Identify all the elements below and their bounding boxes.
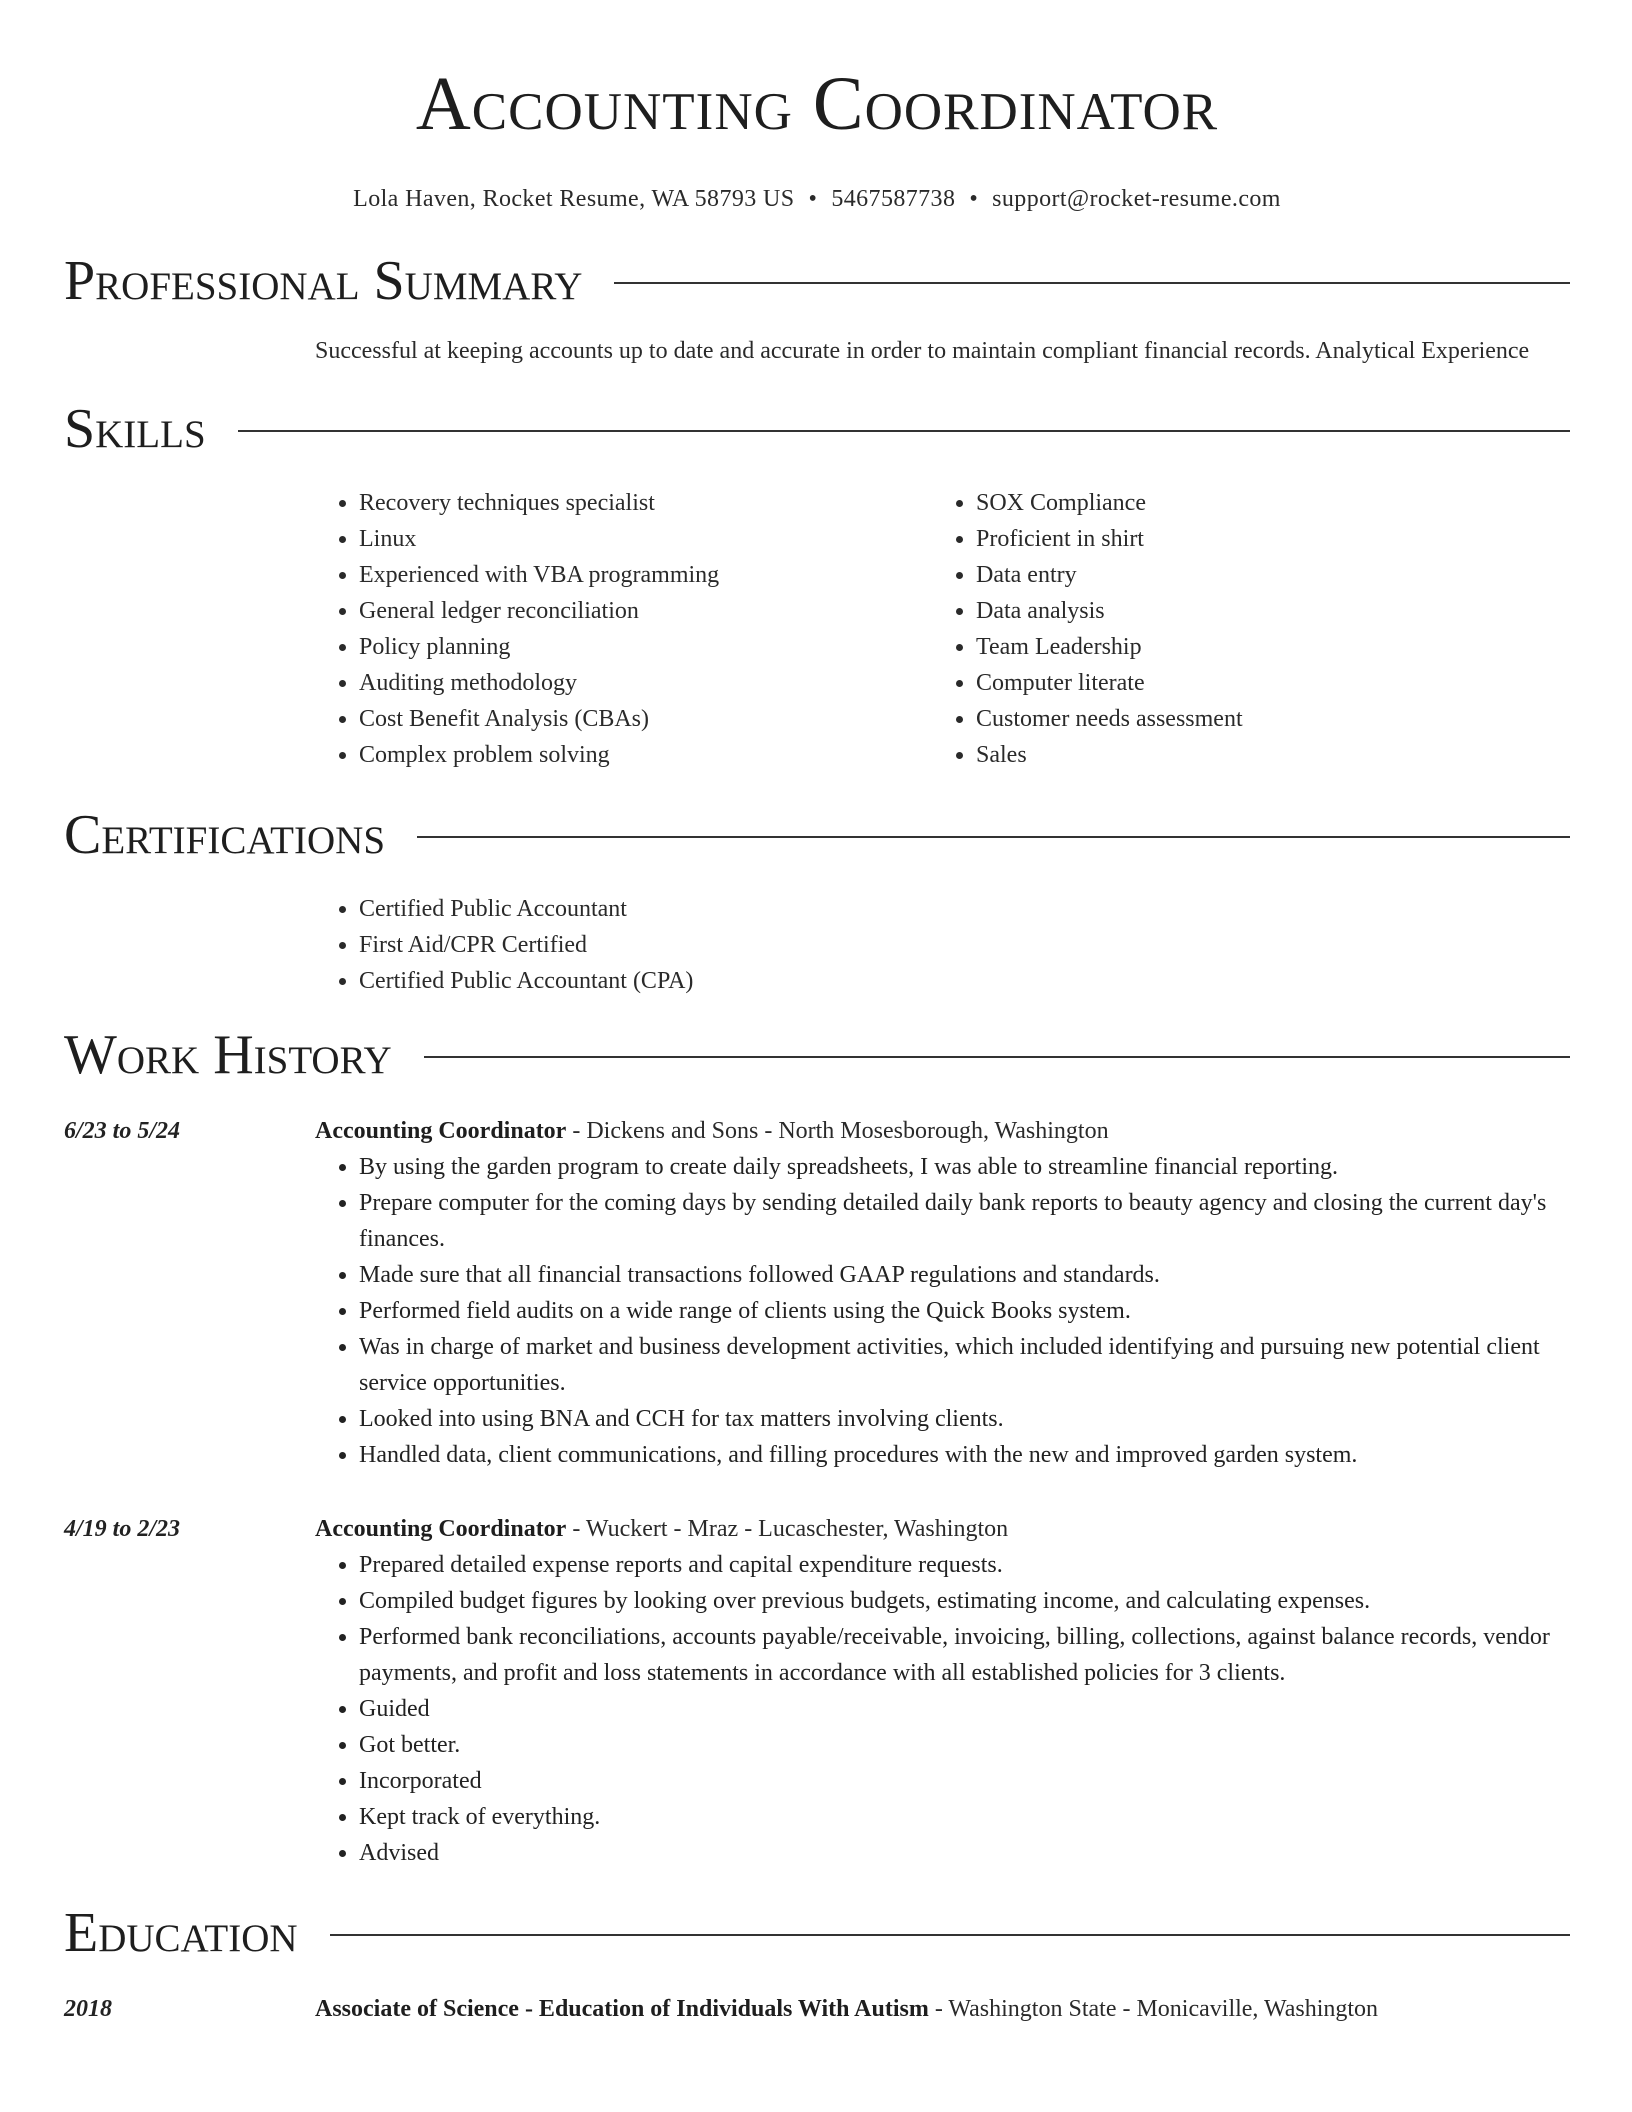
job-entry [64,1113,1570,1473]
education-entry [64,1991,1570,2027]
summary-heading: Professional Summary [64,250,583,312]
job-bullets [315,1149,1570,1473]
job-heading [315,1113,1570,1149]
certifications-section-header [64,803,1570,867]
contact-line [64,186,1570,213]
job-bullet: • Incorporated [359,1763,1570,1799]
section-divider [417,836,1570,838]
work-history-heading: Work History [64,1024,392,1086]
contact-separator: • [969,186,979,212]
job-bullet: • Looked into using BNA and CCH for tax matters involving clients. [359,1401,1570,1437]
skill-item: • Linux [359,521,932,557]
education-section-header [64,1901,1570,1965]
skills-list [315,485,1570,773]
skill-item: • General ledger reconciliation [359,593,932,629]
skill-item: • Experienced with VBA programming [359,557,932,593]
skill-item: • Recovery techniques specialist [359,485,932,521]
job-bullet: • Advised [359,1835,1570,1871]
skill-item: • Policy planning [359,629,932,665]
skill-item: • Data analysis [976,593,1549,629]
skill-item: • Complex problem solving [359,737,932,773]
contact-separator: • [808,186,818,212]
section-divider [238,430,1570,432]
job-bullet: • Performed field audits on a wide range of clients using the Quick Books system. [359,1293,1570,1329]
certification-item: • Certified Public Accountant [359,891,1570,927]
certifications-list [315,891,1570,999]
resume-title: Accounting Coordinator [415,62,1219,146]
contact-address: Lola Haven, Rocket Resume, WA 58793 US [353,186,795,212]
education-heading: Education [64,1902,298,1964]
education-heading-line [315,1991,1570,2027]
summary-section-header [64,249,1570,313]
education-school: - Washington State - Monicaville, Washington [928,1996,1379,2022]
job-bullet: • Kept track of everything. [359,1799,1570,1835]
job-title: Accounting Coordinator [315,1118,567,1144]
job-bullet: • Performed bank reconciliations, accounts payable/receivable, invoicing, billing, collections, against balance records, vendor payments, and profit and loss statements in accordance with all established policies for 3 clients. [359,1619,1570,1691]
job-bullets [315,1547,1570,1871]
skill-item: • Cost Benefit Analysis (CBAs) [359,701,932,737]
skill-item: • Sales [976,737,1549,773]
job-bullet: • Compiled budget figures by looking over previous budgets, estimating income, and calculating expenses. [359,1583,1570,1619]
skill-item: • Team Leadership [976,629,1549,665]
job-bullet: • Handled data, client communications, and filling procedures with the new and improved garden system. [359,1437,1570,1473]
work-history-section-header [64,1023,1570,1087]
job-entry [64,1511,1570,1871]
section-divider [614,282,1570,284]
job-heading [315,1511,1570,1547]
job-bullet: • Prepared detailed expense reports and capital expenditure requests. [359,1547,1570,1583]
education-degree: Associate of Science - Education of Individuals With Autism [315,1996,929,2022]
skill-item: • Auditing methodology [359,665,932,701]
skills-section-header [64,397,1570,461]
job-title: Accounting Coordinator [315,1516,567,1542]
skill-item: • SOX Compliance [976,485,1549,521]
certification-item: • First Aid/CPR Certified [359,927,1570,963]
job-bullet: • Prepare computer for the coming days by sending detailed daily bank reports to beauty agency and closing the current day's finances. [359,1185,1570,1257]
job-employer: - Wuckert - Mraz - Lucaschester, Washington [566,1516,1009,1542]
job-bullet: • Was in charge of market and business development activities, which included identifying and pursuing new potential client service opportunities. [359,1329,1570,1401]
skills-column-left [315,485,932,773]
summary-text: Successful at keeping accounts up to date and accurate in order to maintain compliant financial records. Analytical Experience [315,338,1530,364]
job-bullet: • By using the garden program to create daily spreadsheets, I was able to streamline financial reporting. [359,1149,1570,1185]
education-year: 2018 [64,1996,112,2022]
section-divider [330,1934,1570,1936]
skill-item: • Computer literate [976,665,1549,701]
job-bullet: • Made sure that all financial transactions followed GAAP regulations and standards. [359,1257,1570,1293]
skills-heading: Skills [64,398,206,460]
skill-item: • Customer needs assessment [976,701,1549,737]
section-divider [424,1056,1570,1058]
job-bullet: • Got better. [359,1727,1570,1763]
certification-item: • Certified Public Accountant (CPA) [359,963,1570,999]
certifications-heading: Certifications [64,804,386,866]
skill-item: • Data entry [976,557,1549,593]
job-dates: 6/23 to 5/24 [64,1118,181,1144]
contact-email: support@rocket-resume.com [992,186,1281,212]
job-bullet: • Guided [359,1691,1570,1727]
skills-column-right [932,485,1549,773]
job-dates: 4/19 to 2/23 [64,1516,181,1542]
contact-phone: 5467587738 [831,186,956,212]
skill-item: • Proficient in shirt [976,521,1549,557]
job-employer: - Dickens and Sons - North Mosesborough, Washington [566,1118,1109,1144]
